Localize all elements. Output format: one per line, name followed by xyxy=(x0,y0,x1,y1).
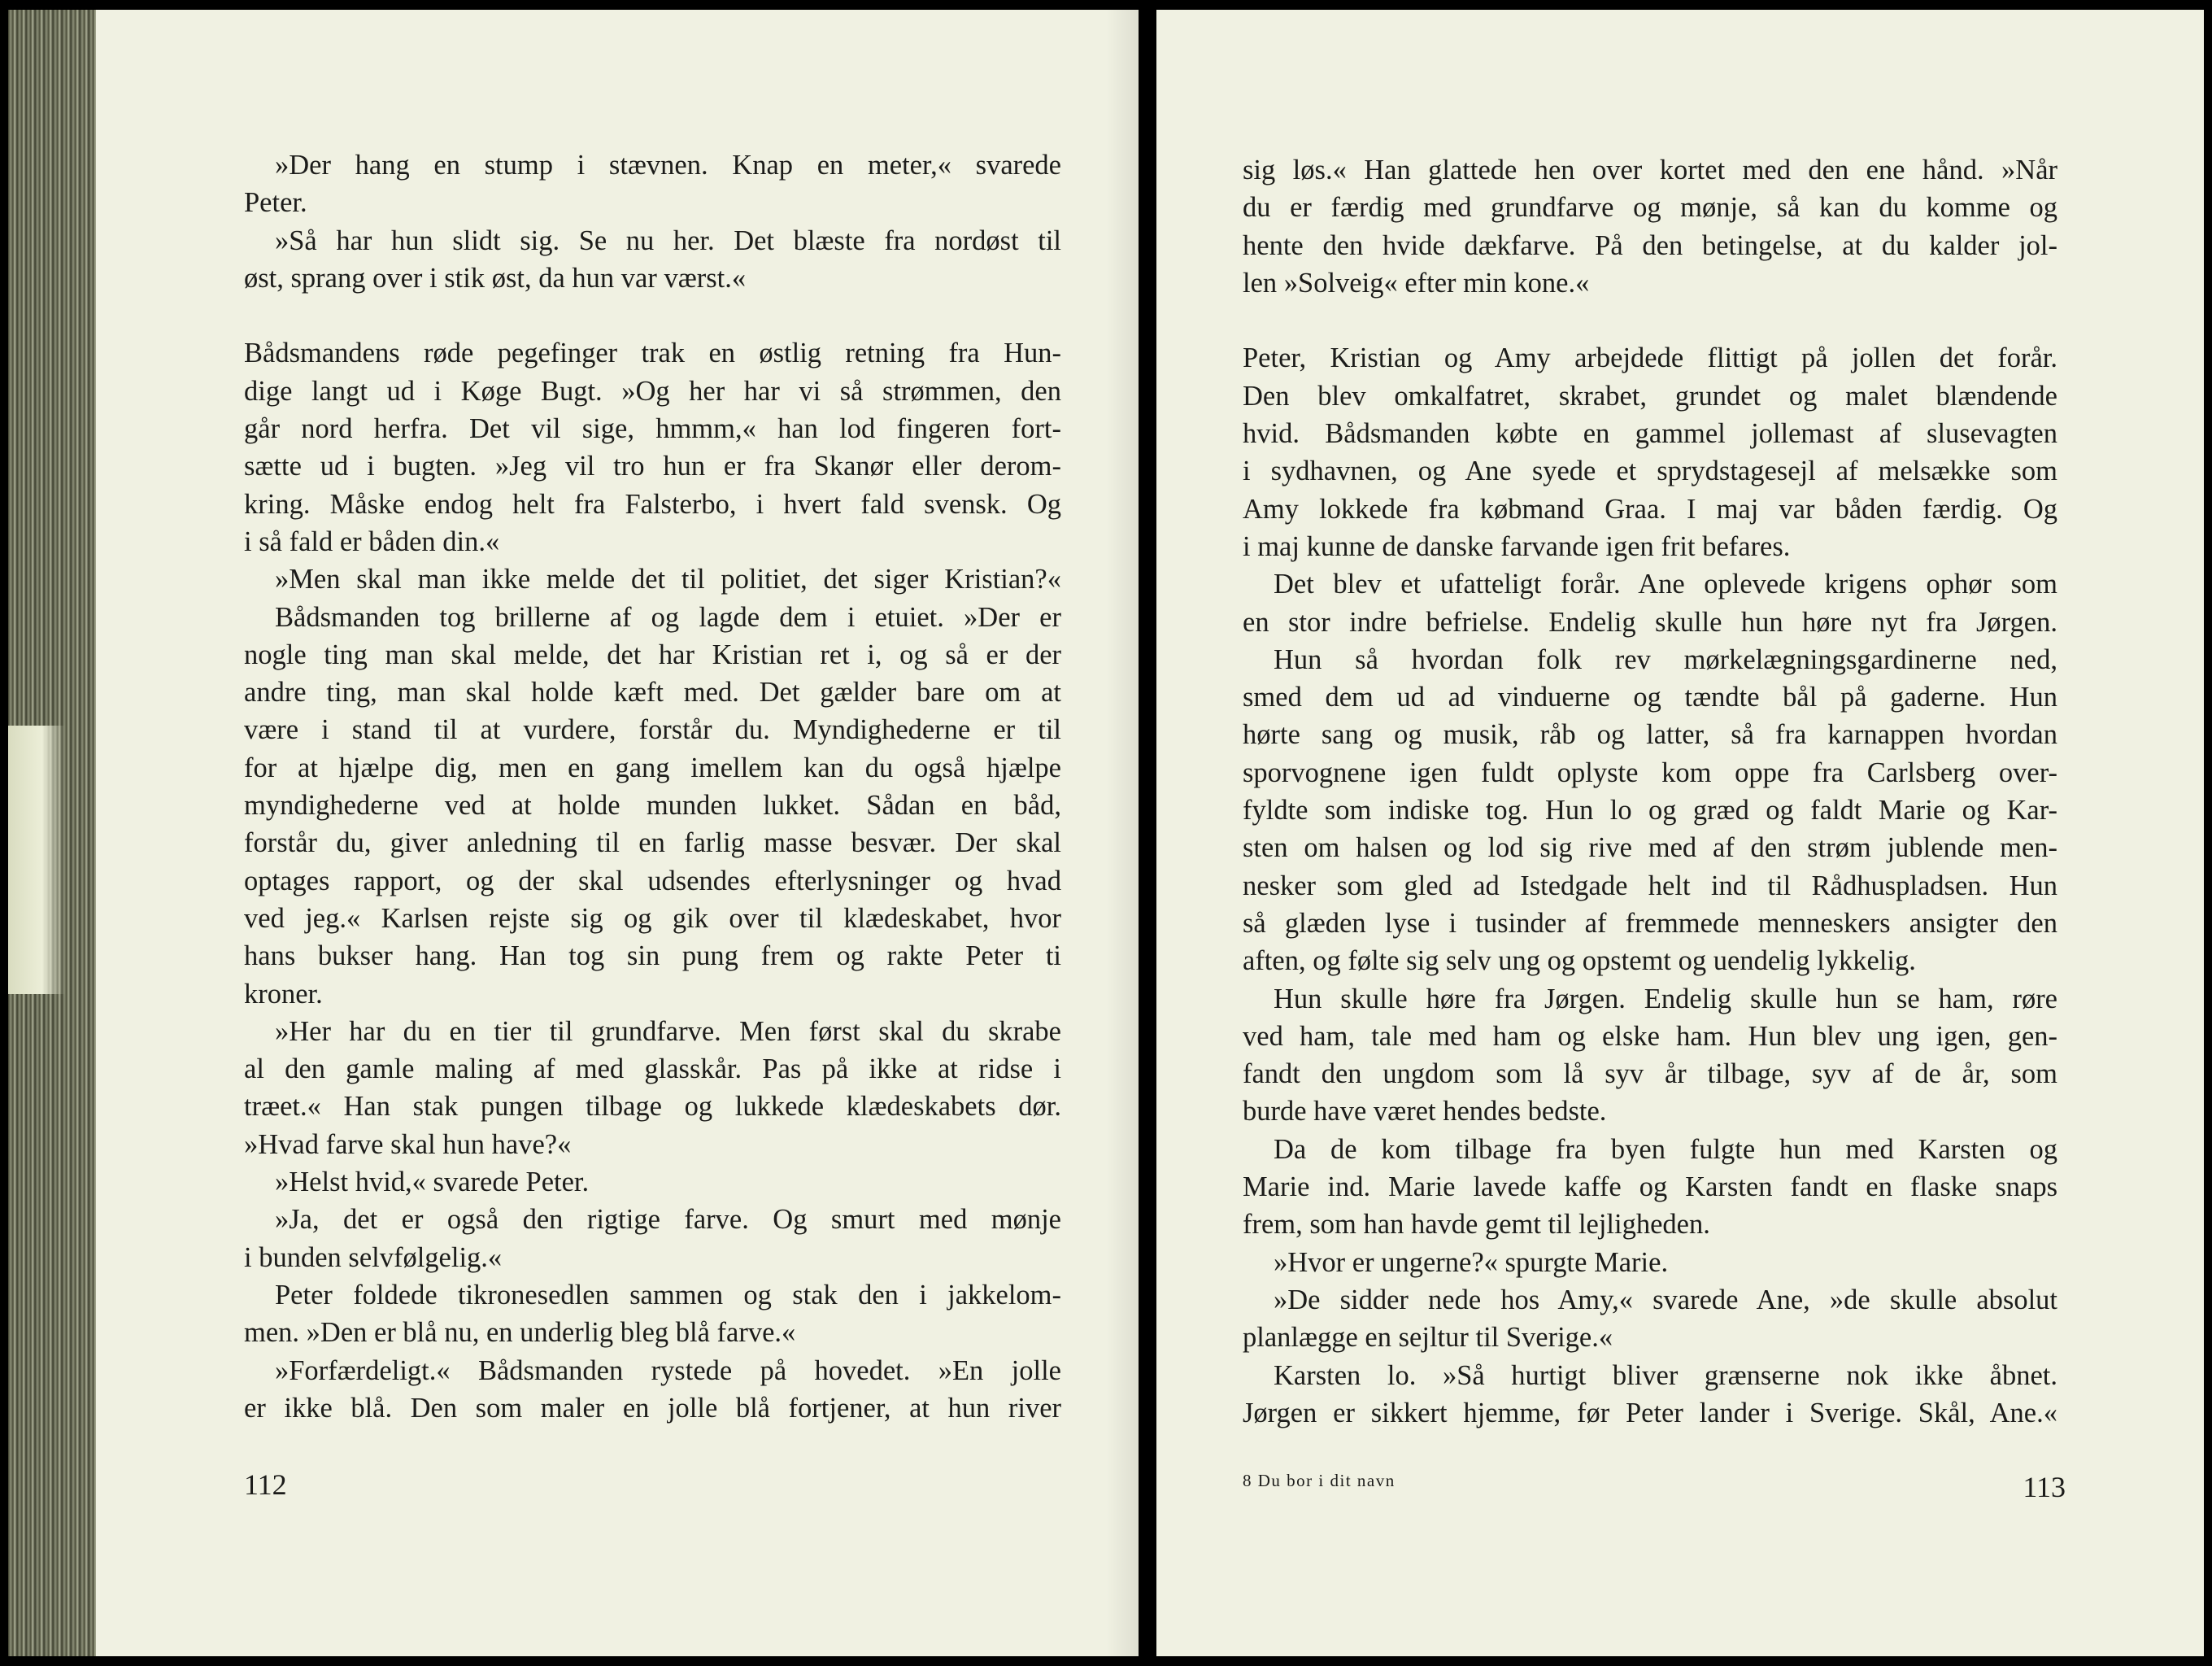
text-line: »Der hang en stump i stævnen. Knap en meter,« svarede xyxy=(275,150,1061,181)
text-line: forstår du, giver anledning til en farlig masse besvær. Der skal xyxy=(244,827,1061,859)
text-line: »Men skal man ikke melde det til politiet, det siger Kristian?« xyxy=(275,564,1061,595)
right-page-body-text xyxy=(1243,151,2057,1432)
text-line: Karsten lo. »Så hurtigt bliver grænserne nok ikke åbnet. xyxy=(1274,1359,2057,1391)
text-line: sporvognene igen fuldt oplyste kom oppe fra Carlsberg over- xyxy=(1243,757,2057,788)
text-line: en stor indre befrielse. Endelig skulle hun høre nyt fra Jørgen. xyxy=(1243,606,2057,638)
text-line: du er færdig med grundfarve og mønje, så kan du komme og xyxy=(1243,192,2057,224)
paragraph-gap xyxy=(1243,302,2057,339)
text-line: fyldte som indiske tog. Hun lo og græd og faldt Marie og Kar- xyxy=(1243,795,2057,826)
text-line: frem, som han havde gemt til lejligheden. xyxy=(1243,1209,1710,1241)
text-line: kroner. xyxy=(244,978,323,1010)
text-line: myndighederne ved at holde munden lukket. Sådan en båd, xyxy=(244,790,1061,822)
printer-signature: 8 Du bor i dit navn xyxy=(1243,1471,1396,1490)
text-line: Peter. xyxy=(244,187,307,219)
text-line: Den blev omkalfatret, skrabet, grundet og malet blændende xyxy=(1243,380,2057,412)
text-line: »De sidder nede hos Amy,« svarede Ane, »de skulle absolut xyxy=(1274,1284,2057,1315)
text-line: smed dem ud ad vinduerne og tændte bål på gaderne. Hun xyxy=(1243,682,2057,713)
left-page xyxy=(8,10,1139,1656)
text-line: fandt den ungdom som lå syv år tilbage, syv af de år, som xyxy=(1243,1058,2057,1090)
text-line: »Så har hun slidt sig. Se nu her. Det blæste fra nordøst til xyxy=(275,225,1061,256)
left-page-body-text xyxy=(244,146,1061,1427)
page-edges xyxy=(8,10,96,1656)
text-line: kring. Måske endog helt fra Falsterbo, i hvert fald svensk. Og xyxy=(244,488,1061,520)
right-page xyxy=(1156,10,2204,1656)
text-line: Peter foldede tikronesedlen sammen og stak den i jakkelom- xyxy=(275,1279,1061,1311)
text-line: sætte ud i bugten. »Jeg vil tro hun er fra Skanør eller derom- xyxy=(244,451,1061,482)
paragraph-gap xyxy=(244,297,1061,334)
text-line: »Forfærdeligt.« Bådsmanden rystede på hovedet. »En jolle xyxy=(275,1354,1061,1386)
text-line: øst, sprang over i stik øst, da hun var værst.« xyxy=(244,262,747,294)
text-line: sig løs.« Han glattede hen over kortet med den ene hånd. »Når xyxy=(1243,155,2057,185)
text-line: i bunden selvfølgelig.« xyxy=(244,1241,503,1273)
text-line: len »Solveig« efter min kone.« xyxy=(1243,267,1590,299)
text-line: Hun så hvordan folk rev mørkelægningsgardinerne ned, xyxy=(1274,643,2057,675)
text-line: træet.« Han stak pungen tilbage og lukkede klædeskabets dør. xyxy=(244,1091,1061,1123)
text-line: »Hvad farve skal hun have?« xyxy=(244,1128,572,1160)
text-line: »Her har du en tier til grundfarve. Men først skal du skrabe xyxy=(275,1015,1061,1047)
text-line: Peter, Kristian og Amy arbejdede flittigt på jollen det forår. xyxy=(1243,342,2057,374)
text-line: Marie ind. Marie lavede kaffe og Karsten fandt en flaske snaps xyxy=(1243,1171,2057,1203)
text-line: sten om halsen og lod sig rive med af den strøm jublende men- xyxy=(1243,832,2057,864)
text-line: Jørgen er sikkert hjemme, før Peter lander i Sverige. Skål, Ane.« xyxy=(1243,1397,2057,1428)
text-line: hente den hvide dækfarve. På den betingelse, at du kalder jol- xyxy=(1243,229,2057,261)
text-line: Hun skulle høre fra Jørgen. Endelig skulle hun se ham, røre xyxy=(1274,983,2057,1014)
text-line: er ikke blå. Den som maler en jolle blå fortjener, at hun river xyxy=(244,1392,1061,1424)
text-line: være i stand til at vurdere, forstår du. Myndighederne er til xyxy=(244,714,1061,746)
text-line: aften, og følte sig selv ung og opstemt og uendelig lykkelig. xyxy=(1243,945,1916,977)
gutter-shadow xyxy=(1106,10,1139,1656)
text-line: andre ting, man skal holde kæft med. Det gælder bare om at xyxy=(244,677,1061,709)
text-line: så glæden lyse i tusinder af fremmede menneskers ansigter den xyxy=(1243,907,2057,939)
text-line: Amy lokkede fra købmand Graa. I maj var båden færdig. Og xyxy=(1243,493,2057,525)
text-line: går nord herfra. Det vil sige, hmmm,« han lod fingeren fort- xyxy=(244,413,1061,445)
text-line: optages rapport, og der skal udsendes efterlysninger og hvad xyxy=(244,865,1061,896)
text-line: »Helst hvid,« svarede Peter. xyxy=(275,1167,590,1198)
right-page-number: 113 xyxy=(2023,1471,2066,1503)
text-line: Da de kom tilbage fra byen fulgte hun med Karsten og xyxy=(1274,1133,2057,1165)
text-line: i så fald er båden din.« xyxy=(244,526,500,557)
text-line: Det blev et ufatteligt forår. Ane oplevede krigens ophør som xyxy=(1274,569,2057,600)
text-line: for at hjælpe dig, men en gang imellem kan du også hjælpe xyxy=(244,752,1061,783)
left-page-number: 112 xyxy=(244,1468,287,1501)
text-line: burde have været hendes bedste. xyxy=(1243,1096,1607,1127)
text-line: Bådsmandens røde pegefinger trak en østlig retning fra Hun- xyxy=(244,338,1061,369)
text-line: Bådsmanden tog brillerne af og lagde dem i etuiet. »Der er xyxy=(275,601,1061,633)
text-line: i sydhavnen, og Ane syede et sprydstagesejl af melsække som xyxy=(1243,456,2057,487)
text-line: men. »Den er blå nu, en underlig bleg blå farve.« xyxy=(244,1317,796,1349)
text-line: hans bukser hang. Han tog sin pung frem og rakte Peter ti xyxy=(244,940,1061,972)
text-line: hørte sang og musik, råb og latter, så fra karnappen hvordan xyxy=(1243,719,2057,751)
text-line: nogle ting man skal melde, det har Kristian ret i, og så er der xyxy=(244,639,1061,670)
text-line: ved jeg.« Karlsen rejste sig og gik over til klædeskabet, hvor xyxy=(244,902,1061,934)
text-line: planlægge en sejltur til Sverige.« xyxy=(1243,1322,1613,1354)
text-line: »Ja, det er også den rigtige farve. Og smurt med mønje xyxy=(275,1204,1061,1236)
text-line: »Hvor er ungerne?« spurgte Marie. xyxy=(1274,1246,1669,1278)
text-line: nesker som gled ad Istedgade helt ind til Rådhuspladsen. Hun xyxy=(1243,870,2057,901)
text-line: ved ham, tale med ham og elske ham. Hun blev ung igen, gen- xyxy=(1243,1020,2057,1052)
text-line: al den gamle maling af med glasskår. Pas på ikke at ridse i xyxy=(244,1053,1061,1085)
text-line: i maj kunne de danske farvande igen frit befares. xyxy=(1243,530,1791,562)
text-line: dige langt ud i Køge Bugt. »Og her har vi så strømmen, den xyxy=(244,375,1061,407)
text-line: hvid. Bådsmanden købte en gammel jollemast af slusevagten xyxy=(1243,418,2057,450)
